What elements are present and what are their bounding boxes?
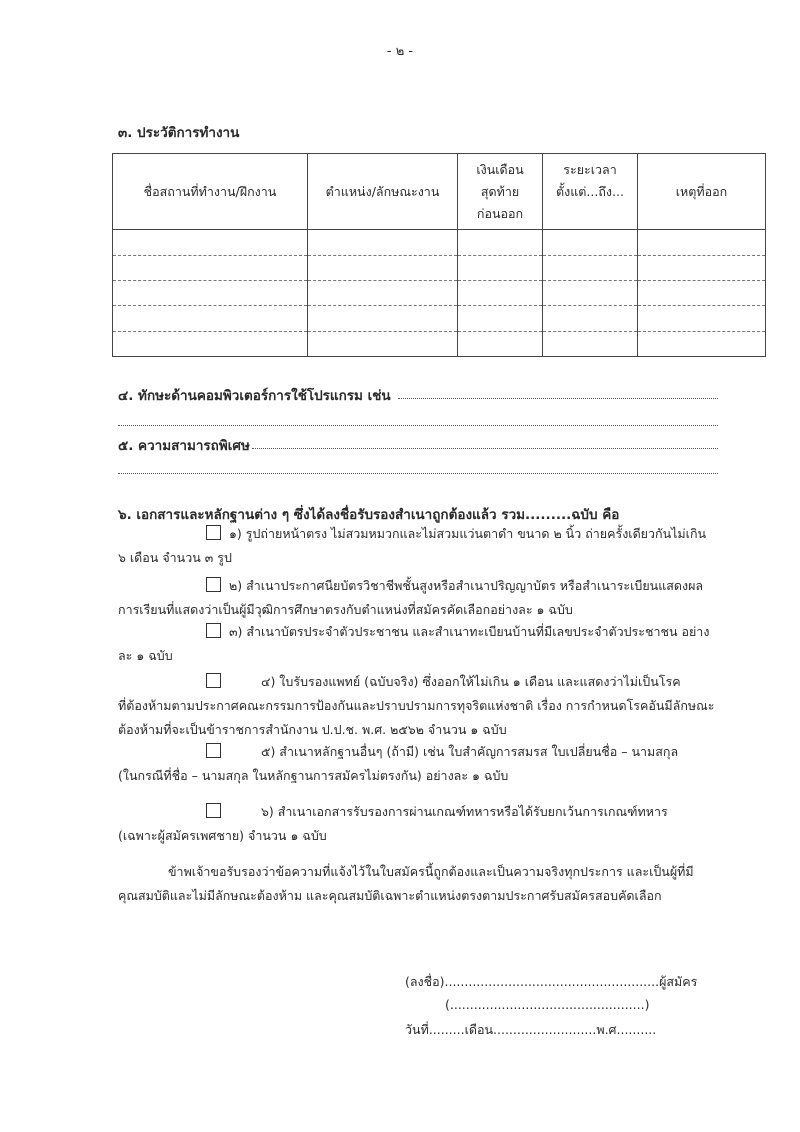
- section-4-label: ๔. ทักษะด้านคอมพิวเตอร์การใช้โปรแกรม เช่น: [118, 388, 391, 404]
- document-item-6: ๖) สำเนาเอกสารรับรองการผ่านเกณฑ์ทหารหรือได้รับยกเว้นการเกณฑ์ทหาร (เฉพาะผู้สมัครเพศชาย) จำนวน ๑ ฉบับ: [118, 804, 668, 843]
- document-item-1: ๑) รูปถ่ายหน้าตรง ไม่สวมหมวกและไม่สวมแว่นตาดำ ขนาด ๒ นิ้ว ถ่ายครั้งเดียวกันไม่เกิน ๖ เดือน จำนวน ๓ รูป: [118, 526, 707, 565]
- declaration: ข้าพเจ้าขอรับรองว่าข้อความที่แจ้งไว้ในใบสมัครนี้ถูกต้องและเป็นความจริงทุกประการ และเป็นผู้ที่มี คุณสมบัติและไม่มีลักษณะต้องห้าม และคุณสมบัติเฉพาะตำแหน่งตรงตามประกาศรับสมัครสอบคัดเลือก: [118, 864, 694, 903]
- checkbox-item-6[interactable]: [206, 803, 221, 818]
- day-field[interactable]: .........: [428, 1022, 465, 1037]
- checkbox-item-4[interactable]: [206, 673, 221, 688]
- cell-workplace[interactable]: [113, 280, 308, 305]
- cell-reason[interactable]: [638, 280, 766, 305]
- table-row: [113, 280, 766, 305]
- cell-position[interactable]: [308, 230, 458, 255]
- header-workplace: ชื่อสถานที่ทำงาน/ฝึกงาน: [113, 154, 308, 230]
- section-5-input-line-2[interactable]: [118, 472, 718, 474]
- checkbox-item-5[interactable]: [206, 743, 221, 758]
- cell-workplace[interactable]: [113, 255, 308, 280]
- table-row: [113, 255, 766, 280]
- cell-workplace[interactable]: [113, 230, 308, 255]
- checkbox-item-2[interactable]: [206, 577, 221, 592]
- section-3-title: ๓. ประวัติการทำงาน: [118, 125, 240, 141]
- document-count-field[interactable]: .........: [525, 507, 572, 523]
- table-row: [113, 306, 766, 331]
- year-field[interactable]: ..........: [616, 1022, 657, 1037]
- cell-period[interactable]: [543, 331, 638, 356]
- cell-salary[interactable]: [458, 280, 543, 305]
- cell-reason[interactable]: [638, 306, 766, 331]
- cell-position[interactable]: [308, 280, 458, 305]
- section-4-input-line-1[interactable]: [398, 398, 718, 399]
- signature-line: (ลงชื่อ)......................................................ผู้สมัคร: [405, 974, 698, 989]
- cell-salary[interactable]: [458, 331, 543, 356]
- section-6-title: ๖. เอกสารและหลักฐานต่าง ๆ ซึ่งได้ลงชื่อรับรองสำเนาถูกต้องแล้ว รวม.........ฉบับ คือ: [118, 507, 620, 523]
- document-item-2: ๒) สำเนาประกาศนียบัตรวิชาชีพชั้นสูงหรือสำเนาปริญญาบัตร หรือสำเนาระเบียนแสดงผล การเรียนที่แสดงว่าเป็นผู้มีวุฒิการศึกษาตรงกับตำแหน่งที่สมัครคัดเลือกอย่างละ ๑ ฉบับ: [118, 578, 704, 617]
- cell-reason[interactable]: [638, 230, 766, 255]
- cell-salary[interactable]: [458, 230, 543, 255]
- month-field[interactable]: ..........................: [493, 1022, 597, 1037]
- work-history-table: [112, 153, 766, 357]
- document-item-4: ๔) ใบรับรองแพทย์ (ฉบับจริง) ซึ่งออกให้ไม่เกิน ๑ เดือน และแสดงว่าไม่เป็นโรค ที่ต้องห้ามตามประกาศคณะกรรมการป้องกันและปราบปรามการทุจริตแห่งชาติ เรื่อง การกำหนดโรคอันมีลักษณะ ต้องห้ามที่จะเป็นข้าราชการสำนักงาน ป.ป.ช. พ.ศ. ๒๕๖๒ จำนวน ๑ ฉบับ: [118, 674, 715, 737]
- section-5-label: ๕. ความสามารถพิเศษ: [118, 438, 250, 454]
- signature-field[interactable]: ......................................................: [444, 974, 660, 989]
- date-line: วันที่.........เดือน..........................พ.ศ..........: [405, 1022, 657, 1037]
- cell-position[interactable]: [308, 331, 458, 356]
- checkbox-item-1[interactable]: [206, 525, 221, 540]
- cell-workplace[interactable]: [113, 306, 308, 331]
- table-header-row: [113, 154, 766, 230]
- cell-period[interactable]: [543, 230, 638, 255]
- section-4-input-line-2[interactable]: [118, 424, 718, 426]
- cell-period[interactable]: [543, 306, 638, 331]
- document-item-5: ๕) สำเนาหลักฐานอื่นๆ (ถ้ามี) เช่น ใบสำคัญการสมรส ใบเปลี่ยนชื่อ – นามสกุล (ในกรณีที่ชื่อ – นามสกุล ในหลักฐานการสมัครไม่ตรงกัน) อย่างละ ๑ ฉบับ: [118, 744, 679, 783]
- cell-reason[interactable]: [638, 331, 766, 356]
- cell-workplace[interactable]: [113, 331, 308, 356]
- cell-period[interactable]: [543, 255, 638, 280]
- cell-position[interactable]: [308, 306, 458, 331]
- header-salary: เงินเดือน สุดท้าย ก่อนออก: [458, 154, 543, 230]
- cell-reason[interactable]: [638, 255, 766, 280]
- table-row: [113, 230, 766, 255]
- table-row: [113, 331, 766, 356]
- header-position: ตำแหน่ง/ลักษณะงาน: [308, 154, 458, 230]
- document-item-3: ๓) สำเนาบัตรประจำตัวประชาชน และสำเนาทะเบียนบ้านที่มีเลขประจำตัวประชาชน อย่าง ละ ๑ ฉบับ: [118, 624, 710, 663]
- header-reason: เหตุที่ออก: [638, 154, 766, 230]
- section-5-input-line-1[interactable]: [252, 448, 718, 449]
- cell-position[interactable]: [308, 255, 458, 280]
- page-number: - ๒ -: [386, 44, 414, 59]
- checkbox-item-3[interactable]: [206, 623, 221, 638]
- header-period: ระยะเวลา ตั้งแต่...ถึง...: [543, 154, 638, 230]
- cell-period[interactable]: [543, 280, 638, 305]
- cell-salary[interactable]: [458, 306, 543, 331]
- printed-name-field[interactable]: (.................................................): [445, 997, 650, 1012]
- cell-salary[interactable]: [458, 255, 543, 280]
